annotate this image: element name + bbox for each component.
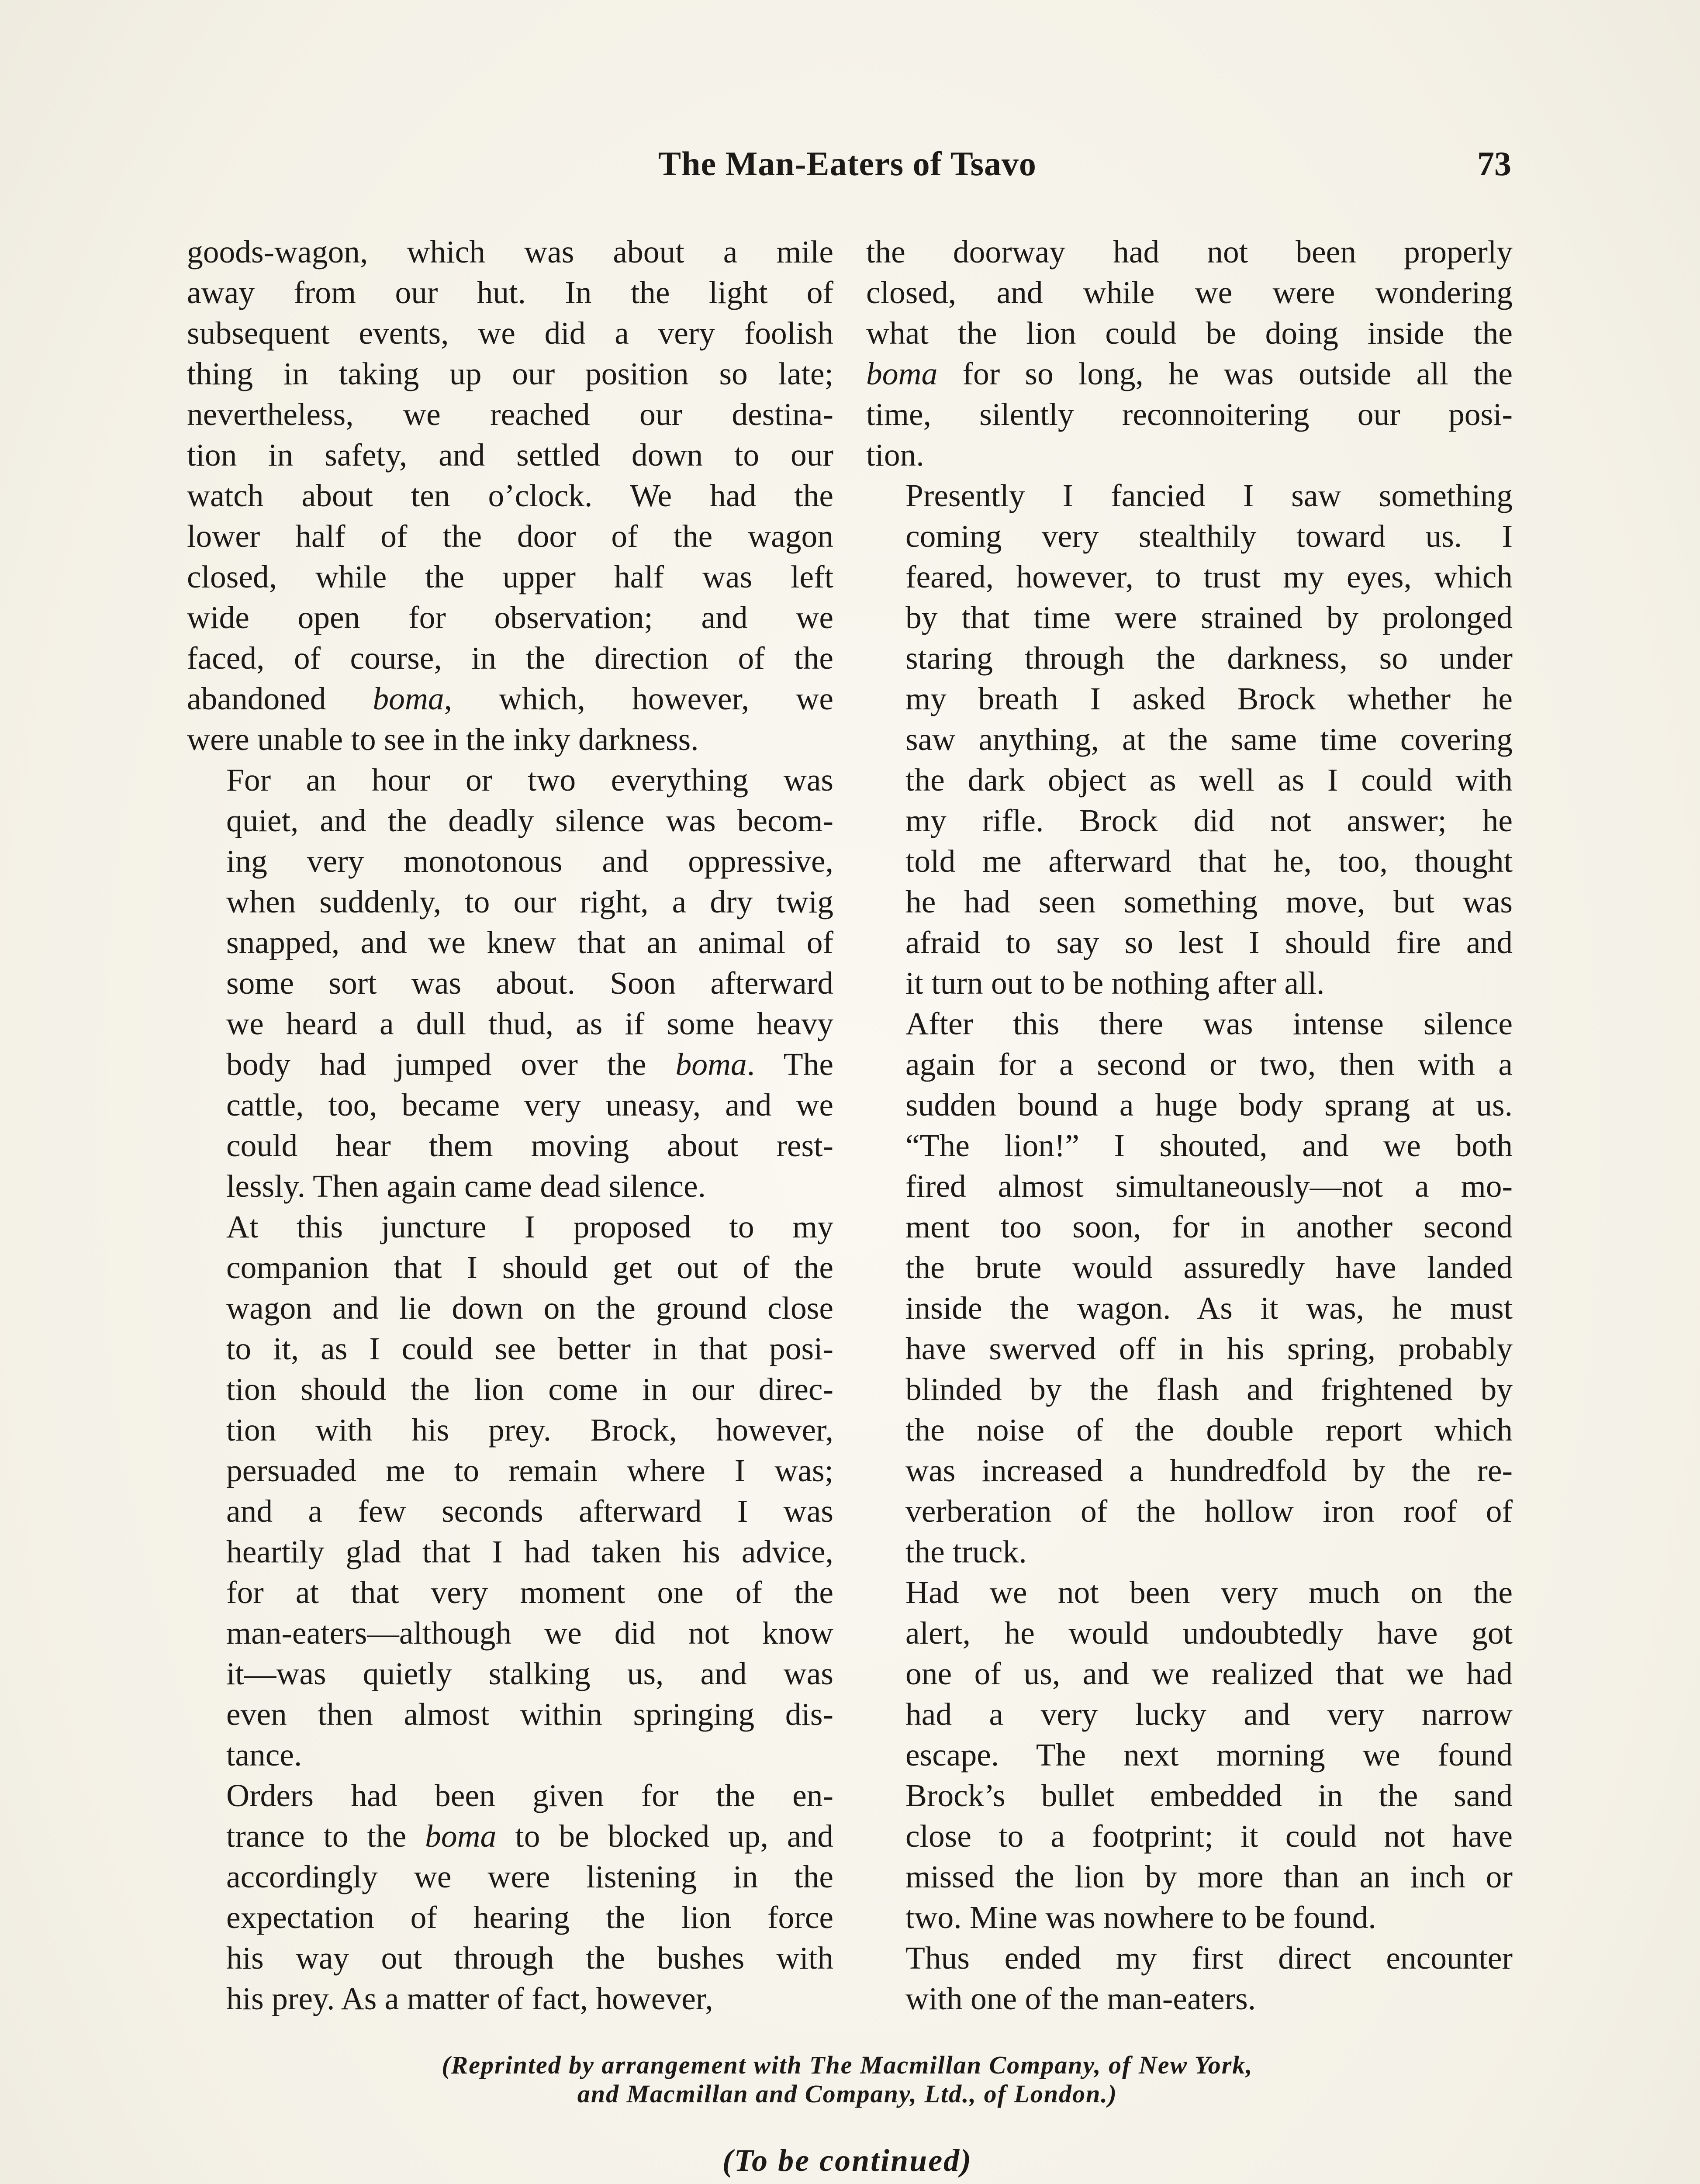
text-line: watch about ten o’clock. We had the — [187, 478, 833, 513]
paragraph — [187, 1775, 833, 2019]
text-line: have swerved off in his spring, probably — [905, 1331, 1513, 1366]
text-line: to it, as I could see better in that posi- — [226, 1331, 833, 1366]
text-line: away from our hut. In the light of — [187, 275, 833, 310]
paragraph — [187, 232, 833, 760]
text-line: abandoned boma, which, however, we — [187, 681, 834, 716]
text-line: one of us, and we realized that we had — [905, 1656, 1513, 1691]
left-column — [187, 232, 833, 2019]
text-line: his way out through the bushes with — [226, 1940, 833, 1976]
text-line: afraid to say so lest I should fire and — [905, 925, 1513, 960]
page-number: 73 — [1477, 145, 1511, 183]
text-line: had a very lucky and very narrow — [905, 1697, 1513, 1732]
text-line: After this there was intense silence — [905, 1006, 1513, 1041]
credit-line: (Reprinted by arrangement with The Macmillan Company, of New York, — [442, 2051, 1253, 2079]
text-line: it—was quietly stalking us, and was — [226, 1656, 833, 1691]
text-line: companion that I should get out of the — [226, 1250, 833, 1285]
running-head — [175, 144, 1520, 192]
text-line: accordingly we were listening in the — [226, 1859, 833, 1894]
text-line: fired almost simultaneously—not a mo- — [905, 1168, 1513, 1204]
text-line: the noise of the double report which — [905, 1412, 1513, 1448]
text-line: blinded by the flash and frightened by — [905, 1372, 1513, 1407]
text-line: persuaded me to remain where I was; — [226, 1453, 833, 1488]
text-line: wagon and lie down on the ground close — [226, 1290, 833, 1326]
reprint-credit — [175, 2051, 1520, 2108]
text-line: again for a second or two, then with a — [905, 1047, 1513, 1082]
text-line: when suddenly, to our right, a dry twig — [226, 884, 833, 919]
text-line: his prey. As a matter of fact, however, — [226, 1981, 713, 2016]
right-column — [866, 232, 1513, 2019]
credit-line: and Macmillan and Company, Ltd., of London.) — [577, 2080, 1118, 2108]
text-line: two. Mine was nowhere to be found. — [905, 1900, 1376, 1935]
text-line: quiet, and the deadly silence was becom- — [226, 803, 833, 838]
text-line: we heard a dull thud, as if some heavy — [226, 1006, 833, 1041]
text-line: he had seen something move, but was — [905, 884, 1513, 919]
text-line: coming very stealthily toward us. I — [905, 518, 1513, 554]
text-line: saw anything, at the same time covering — [905, 722, 1513, 757]
paragraph — [866, 475, 1513, 1003]
text-line: missed the lion by more than an inch or — [905, 1859, 1513, 1894]
text-line: body had jumped over the boma. The — [226, 1047, 833, 1082]
text-line: trance to the boma to be blocked up, and — [226, 1818, 833, 1854]
text-line: could hear them moving about rest- — [226, 1128, 833, 1163]
text-line: ing very monotonous and oppressive, — [226, 843, 833, 879]
text-line: Presently I fancied I saw something — [905, 478, 1513, 513]
text-line: ment too soon, for in another second — [905, 1209, 1513, 1244]
text-line: thing in taking up our position so late; — [187, 356, 833, 391]
text-line: man-eaters—although we did not know — [226, 1615, 833, 1651]
text-line: “The lion!” I shouted, and we both — [905, 1128, 1513, 1163]
text-line: boma for so long, he was outside all the — [866, 356, 1513, 391]
text-line: verberation of the hollow iron roof of — [905, 1493, 1513, 1529]
text-line: tion should the lion come in our direc- — [226, 1372, 833, 1407]
text-line: Thus ended my first direct encounter — [905, 1940, 1513, 1976]
text-line: staring through the darkness, so under — [905, 640, 1513, 676]
paragraph — [866, 1003, 1513, 1572]
text-line: the brute would assuredly have landed — [905, 1250, 1513, 1285]
text-line: Brock’s bullet embedded in the sand — [905, 1778, 1513, 1813]
text-line: goods-wagon, which was about a mile — [187, 234, 833, 270]
text-line: closed, while the upper half was left — [187, 559, 833, 594]
text-line: Had we not been very much on the — [905, 1575, 1513, 1610]
text-line: lessly. Then again came dead silence. — [226, 1168, 706, 1204]
text-line: the truck. — [905, 1534, 1027, 1569]
text-line: faced, of course, in the direction of the — [187, 640, 833, 676]
text-line: tion. — [866, 437, 924, 473]
text-line: nevertheless, we reached our destina- — [187, 397, 833, 432]
text-line: closed, and while we were wondering — [866, 275, 1513, 310]
text-line: was increased a hundredfold by the re- — [905, 1453, 1513, 1488]
paragraph — [866, 1572, 1513, 1938]
text-line: my breath I asked Brock whether he — [905, 681, 1513, 716]
text-line: heartily glad that I had taken his advice, — [226, 1534, 833, 1569]
text-line: and a few seconds afterward I was — [226, 1493, 833, 1529]
text-line: what the lion could be doing inside the — [866, 315, 1513, 351]
text-line: tance. — [226, 1737, 302, 1773]
text-line: my rifle. Brock did not answer; he — [905, 803, 1513, 838]
text-line: for at that very moment one of the — [226, 1575, 833, 1610]
text-line: lower half of the door of the wagon — [187, 518, 833, 554]
text-line: For an hour or two everything was — [226, 762, 833, 798]
text-line: tion with his prey. Brock, however, — [226, 1412, 833, 1448]
text-line: the dark object as well as I could with — [905, 762, 1513, 798]
text-line: time, silently reconnoitering our posi- — [866, 397, 1513, 432]
text-line: tion in safety, and settled down to our — [187, 437, 833, 473]
paragraph — [187, 1206, 833, 1775]
text-line: escape. The next morning we found — [905, 1737, 1513, 1773]
text-line: even then almost within springing dis- — [226, 1697, 833, 1732]
text-line: At this juncture I proposed to my — [226, 1209, 833, 1244]
paragraph — [866, 232, 1513, 475]
page-title: The Man-Eaters of Tsavo — [658, 145, 1037, 183]
text-line: inside the wagon. As it was, he must — [905, 1290, 1513, 1326]
paragraph — [187, 760, 833, 1206]
text-line: some sort was about. Soon afterward — [226, 965, 833, 1001]
paragraph — [866, 1938, 1513, 2019]
text-line: alert, he would undoubtedly have got — [905, 1615, 1513, 1651]
text-line: snapped, and we knew that an animal of — [226, 925, 833, 960]
text-line: Orders had been given for the en- — [226, 1778, 833, 1813]
text-line: close to a footprint; it could not have — [905, 1818, 1513, 1854]
text-line: wide open for observation; and we — [187, 600, 833, 635]
text-line: told me afterward that he, too, thought — [905, 843, 1513, 879]
text-line: the doorway had not been properly — [866, 234, 1513, 270]
text-line: by that time were strained by prolonged — [905, 600, 1513, 635]
to-be-continued: (To be continued) — [722, 2143, 973, 2178]
text-line: were unable to see in the inky darkness. — [187, 722, 699, 757]
text-line: with one of the man-eaters. — [905, 1981, 1256, 2016]
text-line: it turn out to be nothing after all. — [905, 965, 1325, 1001]
text-line: feared, however, to trust my eyes, which — [905, 559, 1513, 594]
text-line: cattle, too, became very uneasy, and we — [226, 1087, 833, 1123]
text-line: subsequent events, we did a very foolish — [187, 315, 833, 351]
text-line: sudden bound a huge body sprang at us. — [905, 1087, 1513, 1123]
text-line: expectation of hearing the lion force — [226, 1900, 833, 1935]
